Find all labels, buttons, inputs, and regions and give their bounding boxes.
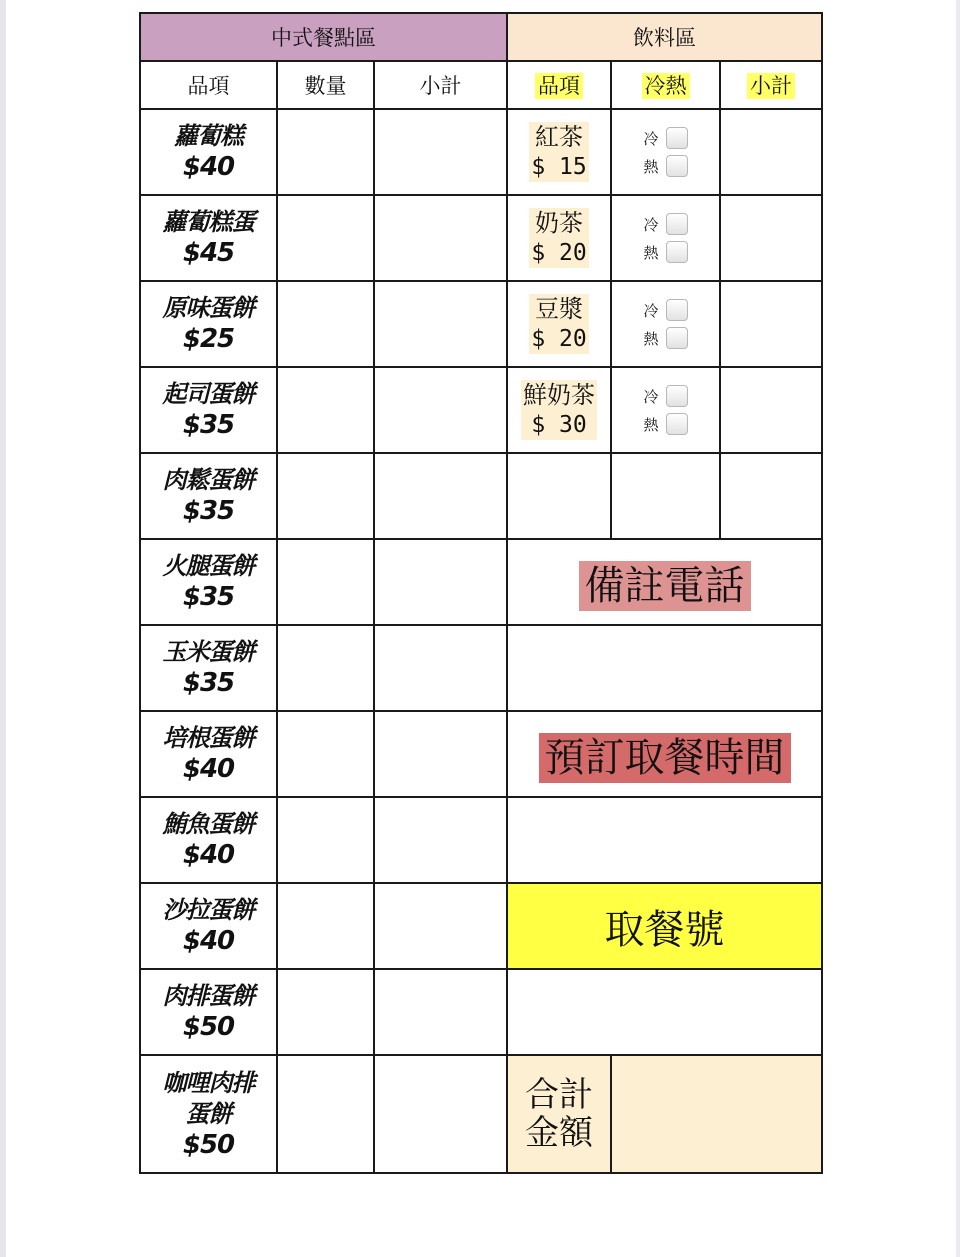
temperature-cell bbox=[611, 109, 720, 195]
col-header-drink-subtotal bbox=[720, 61, 822, 109]
drink-subtotal-field[interactable] bbox=[720, 109, 822, 195]
food-price: $25 bbox=[182, 324, 235, 354]
food-item-cell bbox=[140, 539, 277, 625]
food-name: 蘿蔔糕蛋 bbox=[162, 208, 255, 236]
pickup-time-field[interactable] bbox=[507, 797, 822, 883]
order-row bbox=[140, 797, 822, 883]
quantity-field[interactable] bbox=[277, 969, 374, 1055]
food-name: 肉鬆蛋餅 bbox=[162, 466, 255, 494]
drink-subtotal-field[interactable] bbox=[720, 367, 822, 453]
drink-name: 鮮奶茶 bbox=[523, 381, 596, 409]
drink-item-cell bbox=[507, 195, 611, 281]
drink-item-cell bbox=[507, 109, 611, 195]
food-name: 沙拉蛋餅 bbox=[162, 896, 255, 924]
quantity-field[interactable] bbox=[277, 109, 374, 195]
food-name: 培根蛋餅 bbox=[162, 724, 255, 752]
total-label-line1: 合計 bbox=[525, 1075, 594, 1115]
cold-checkbox[interactable] bbox=[666, 299, 688, 321]
order-row bbox=[140, 281, 822, 367]
food-name: 火腿蛋餅 bbox=[162, 552, 255, 580]
food-price: $45 bbox=[182, 238, 235, 268]
quantity-field[interactable] bbox=[277, 883, 374, 969]
temperature-cell bbox=[611, 281, 720, 367]
phone-label: 備註電話 bbox=[579, 561, 751, 611]
drink-label-box bbox=[529, 294, 588, 354]
hot-label: 熱 bbox=[643, 157, 659, 176]
order-row bbox=[140, 883, 822, 969]
cold-option bbox=[644, 210, 688, 238]
pickup-time-label-cell bbox=[507, 711, 822, 797]
food-price: $40 bbox=[182, 926, 235, 956]
phone-field[interactable] bbox=[507, 625, 822, 711]
food-price: $50 bbox=[182, 1129, 235, 1160]
section-header-row bbox=[140, 13, 822, 61]
food-price: $40 bbox=[182, 840, 235, 870]
quantity-field[interactable] bbox=[277, 281, 374, 367]
pickup-number-field[interactable] bbox=[507, 969, 822, 1055]
temperature-options bbox=[644, 382, 688, 438]
temperature-cell bbox=[611, 195, 720, 281]
drink-item-cell[interactable] bbox=[507, 453, 611, 539]
food-item-cell bbox=[140, 625, 277, 711]
cold-label: 冷 bbox=[643, 301, 659, 320]
hot-option bbox=[644, 238, 688, 266]
drink-item-cell bbox=[507, 367, 611, 453]
temperature-cell bbox=[611, 367, 720, 453]
col-header-item: 品項 bbox=[140, 61, 277, 109]
drink-price: $ 20 bbox=[531, 326, 587, 352]
drink-label-box bbox=[529, 122, 588, 182]
quantity-field[interactable] bbox=[277, 711, 374, 797]
food-item-cell bbox=[140, 969, 277, 1055]
food-name: 起司蛋餅 bbox=[162, 380, 255, 408]
order-row bbox=[140, 625, 822, 711]
hot-label: 熱 bbox=[643, 415, 659, 434]
column-header-row bbox=[140, 61, 822, 109]
hot-checkbox[interactable] bbox=[666, 155, 688, 177]
subtotal-field[interactable] bbox=[374, 711, 507, 797]
pickup-number-label: 取餐號 bbox=[507, 883, 822, 969]
cold-option bbox=[644, 124, 688, 152]
drink-price: $ 30 bbox=[531, 412, 587, 438]
drink-label-box bbox=[529, 208, 588, 268]
drink-section-header: 飲料區 bbox=[507, 13, 822, 61]
temperature-options bbox=[644, 296, 688, 352]
hot-label: 熱 bbox=[643, 243, 659, 262]
food-price: $35 bbox=[182, 668, 235, 698]
hot-label: 熱 bbox=[643, 329, 659, 348]
food-item-cell bbox=[140, 883, 277, 969]
hot-option bbox=[644, 410, 688, 438]
order-row bbox=[140, 109, 822, 195]
order-form-table bbox=[139, 12, 823, 1174]
temperature-options bbox=[644, 210, 688, 266]
subtotal-field[interactable] bbox=[374, 969, 507, 1055]
subtotal-field[interactable] bbox=[374, 281, 507, 367]
food-price: $35 bbox=[182, 582, 235, 612]
cold-checkbox[interactable] bbox=[666, 127, 688, 149]
quantity-field[interactable] bbox=[277, 625, 374, 711]
drink-item-cell bbox=[507, 281, 611, 367]
subtotal-field[interactable] bbox=[374, 797, 507, 883]
food-price: $40 bbox=[182, 754, 235, 784]
food-name: 蘿蔔糕 bbox=[174, 122, 243, 150]
food-item-cell bbox=[140, 711, 277, 797]
food-name-line2: 蛋餅 bbox=[185, 1099, 232, 1128]
subtotal-field[interactable] bbox=[374, 453, 507, 539]
food-name: 鮪魚蛋餅 bbox=[162, 810, 255, 838]
food-price: $35 bbox=[182, 410, 235, 440]
drink-price: $ 20 bbox=[531, 240, 587, 266]
drink-name: 紅茶 bbox=[535, 123, 584, 151]
drink-subtotal-field[interactable] bbox=[720, 453, 822, 539]
drink-subtotal-field[interactable] bbox=[720, 195, 822, 281]
drink-name: 豆漿 bbox=[535, 295, 584, 323]
quantity-field[interactable] bbox=[277, 195, 374, 281]
col-header-subtotal: 小計 bbox=[374, 61, 507, 109]
drink-name: 奶茶 bbox=[535, 209, 584, 237]
food-item-cell bbox=[140, 195, 277, 281]
order-row bbox=[140, 453, 822, 539]
pickup-time-label: 預訂取餐時間 bbox=[539, 733, 791, 783]
order-row bbox=[140, 1055, 822, 1173]
subtotal-field[interactable] bbox=[374, 109, 507, 195]
food-price: $40 bbox=[182, 152, 235, 182]
subtotal-field[interactable] bbox=[374, 1055, 507, 1173]
order-row bbox=[140, 367, 822, 453]
food-item-cell bbox=[140, 797, 277, 883]
quantity-field[interactable] bbox=[277, 797, 374, 883]
cold-checkbox[interactable] bbox=[666, 385, 688, 407]
order-row bbox=[140, 711, 822, 797]
food-price: $50 bbox=[182, 1012, 235, 1042]
drink-item-label: 品項 bbox=[535, 73, 583, 99]
cold-label: 冷 bbox=[643, 387, 659, 406]
food-name: 肉排蛋餅 bbox=[162, 982, 255, 1010]
col-header-temperature bbox=[611, 61, 720, 109]
quantity-field[interactable] bbox=[277, 1055, 374, 1173]
drink-subtotal-field[interactable] bbox=[720, 281, 822, 367]
subtotal-field[interactable] bbox=[374, 883, 507, 969]
hot-checkbox[interactable] bbox=[666, 413, 688, 435]
cold-option bbox=[644, 296, 688, 324]
total-label-cell bbox=[507, 1055, 611, 1173]
food-item-cell bbox=[140, 1055, 277, 1173]
hot-checkbox[interactable] bbox=[666, 241, 688, 263]
food-name: 玉米蛋餅 bbox=[162, 638, 255, 666]
food-name-line1: 咖哩肉排 bbox=[162, 1068, 255, 1097]
col-header-quantity: 數量 bbox=[277, 61, 374, 109]
total-amount-field[interactable] bbox=[611, 1055, 822, 1173]
total-label-line2: 金額 bbox=[525, 1113, 594, 1153]
quantity-field[interactable] bbox=[277, 367, 374, 453]
chinese-section-header: 中式餐點區 bbox=[140, 13, 507, 61]
subtotal-field[interactable] bbox=[374, 367, 507, 453]
cold-label: 冷 bbox=[643, 215, 659, 234]
order-row bbox=[140, 539, 822, 625]
food-item-cell bbox=[140, 109, 277, 195]
order-row bbox=[140, 969, 822, 1055]
col-header-drink-item bbox=[507, 61, 611, 109]
cold-option bbox=[644, 382, 688, 410]
subtotal-field[interactable] bbox=[374, 625, 507, 711]
food-price: $35 bbox=[182, 496, 235, 526]
subtotal-field[interactable] bbox=[374, 539, 507, 625]
food-item-cell bbox=[140, 281, 277, 367]
page-edge-right bbox=[956, 0, 960, 1257]
temperature-options bbox=[644, 124, 688, 180]
food-item-cell bbox=[140, 453, 277, 539]
food-name: 原味蛋餅 bbox=[162, 294, 255, 322]
subtotal-field[interactable] bbox=[374, 195, 507, 281]
temperature-label: 冷熱 bbox=[642, 73, 690, 99]
page-edge-left bbox=[0, 0, 6, 1257]
hot-option bbox=[644, 324, 688, 352]
drink-subtotal-label: 小計 bbox=[747, 73, 795, 99]
drink-price: $ 15 bbox=[531, 154, 587, 180]
cold-checkbox[interactable] bbox=[666, 213, 688, 235]
hot-option bbox=[644, 152, 688, 180]
phone-label-cell bbox=[507, 539, 822, 625]
cold-label: 冷 bbox=[643, 129, 659, 148]
quantity-field[interactable] bbox=[277, 453, 374, 539]
quantity-field[interactable] bbox=[277, 539, 374, 625]
order-row bbox=[140, 195, 822, 281]
hot-checkbox[interactable] bbox=[666, 327, 688, 349]
drink-label-box bbox=[521, 380, 597, 440]
food-item-cell bbox=[140, 367, 277, 453]
temperature-cell[interactable] bbox=[611, 453, 720, 539]
